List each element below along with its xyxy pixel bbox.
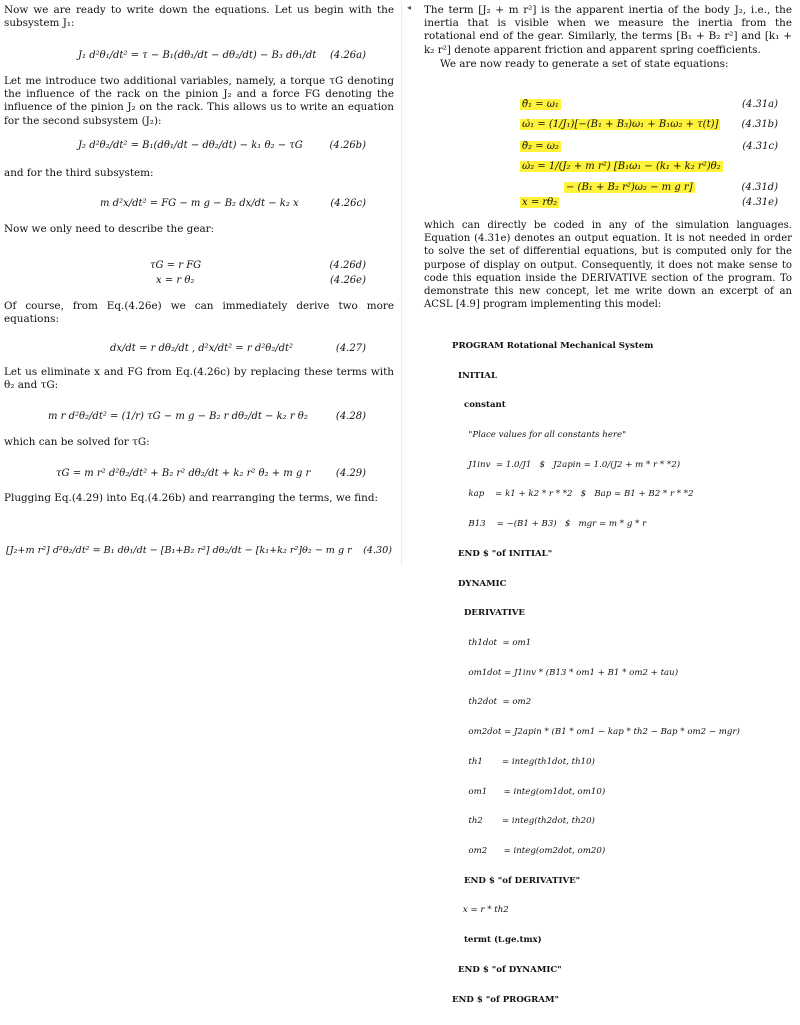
- equation-expression: τG = r FG: [150, 260, 202, 271]
- right-paragraph-1: The term [J₂ + m r²] is the apparent inertia of the body J₂, i.e., the inertia that is visible when we measure the inertia from the rotational end of the gear. Similarly, the terms [B₁ + B₂ r²] and [k₁ + k₂ r²] denote apparent friction and apparent spring coefficients.: [424, 4, 792, 56]
- code-line: x = r * th2: [452, 905, 509, 916]
- equation-4-26e: [0, 275, 398, 289]
- code-line: PROGRAM Rotational Mechanical System: [452, 340, 654, 351]
- equation-number: (4.26c): [330, 198, 366, 209]
- code-line: om2dot = J2apin * (B1 * om1 − kap * th2 − Bap * om2 − mgr): [452, 727, 740, 738]
- code-line: "Place values for all constants here": [452, 429, 627, 440]
- equation-4-27: [0, 343, 398, 357]
- equation-expression: J₁ d²θ₁/dt² = τ − B₁(dθ₁/dt − dθ₂/dt) − B₃ dθ₁/dt: [78, 50, 317, 61]
- equation-4-26c: [0, 198, 398, 212]
- code-line: th1dot = om1: [452, 638, 532, 648]
- highlighted-equation: ω̇₂ = 1/(J₂ + m r²) [B₁ω₁ − (k₁ + k₂ r²)θ₂: [522, 161, 721, 172]
- equation-4-30: [0, 545, 398, 559]
- state-equation-4-31a: [404, 99, 800, 113]
- highlighted-equation: ω̇₁ = (1/J₁)[−(B₁ + B₃)ω₁ + B₁ω₂ + τ(t)]: [522, 119, 719, 130]
- page-gutter: [401, 0, 402, 566]
- code-line: DERIVATIVE: [452, 608, 525, 619]
- state-equation-4-31e: [404, 197, 800, 211]
- code-line: th2dot = om2: [452, 697, 532, 708]
- right-paragraph-2: We are now ready to generate a set of state equations:: [440, 58, 729, 70]
- equation-4-26b: [0, 140, 398, 154]
- state-equation-4-31b: [404, 119, 800, 133]
- code-line: constant: [452, 400, 506, 411]
- equation-expression: τG = m r² d²θ₂/dt² + B₂ r² dθ₂/dt + k₂ r² θ₂ + m g r: [56, 468, 311, 479]
- code-line: om2 = integ(om2dot, om20): [452, 846, 606, 857]
- equation-4-26d: [0, 260, 398, 274]
- equation-expression: [J₂+m r²] d²θ₂/dt² = B₁ dθ₁/dt − [B₁+B₂ r²] dθ₂/dt − [k₁+k₂ r²]θ₂ − m g r: [6, 545, 352, 556]
- right-paragraph-3: which can directly be coded in any of the simulation languages. Equation (4.31e) denotes an output equation. It is not needed in order to solve the set of differential equations, but is computed only for the purpose of display on output. Consequently, it does not make sense to code this equation inside the DERIVATIVE section of the program. To demonstrate this new concept, let me write down an excerpt of an ACSL [4.9] program implementing this model:: [424, 220, 792, 311]
- equation-number: (4.31b): [741, 119, 778, 130]
- equation-number: (4.31c): [742, 141, 778, 152]
- equation-number: (4.26e): [330, 275, 366, 286]
- state-equation-4-31c: [404, 141, 800, 155]
- code-line: th2 = integ(th2dot, th20): [452, 816, 595, 827]
- equation-number: (4.28): [335, 411, 366, 422]
- highlighted-equation: − (B₁ + B₂ r²)ω₂ − m g r]: [566, 182, 693, 193]
- left-paragraph-3: and for the third subsystem:: [4, 167, 154, 179]
- left-paragraph-7: which can be solved for τG:: [4, 436, 150, 448]
- highlighted-equation: x = rθ₂: [522, 197, 558, 208]
- state-equation-4-31d-line-2: [404, 182, 800, 196]
- equation-expression: x = r θ₂: [156, 275, 195, 286]
- code-line: om1dot = J1inv * (B13 * om1 + B1 * om2 + tau): [452, 667, 679, 678]
- code-line: kap = k1 + k2 * r * *2 $ Bap = B1 + B2 * r * *2: [452, 489, 694, 500]
- left-paragraph-6: Let us eliminate x and FG from Eq.(4.26c) by replacing these terms with θ₂ and τG:: [4, 366, 394, 392]
- code-line: END $ "of DYNAMIC": [452, 964, 562, 975]
- equation-number: (4.31d): [741, 182, 778, 193]
- highlighted-equation: θ̇₁ = ω₁: [522, 99, 559, 110]
- equation-number: (4.26a): [329, 50, 366, 61]
- equation-number: (4.31a): [741, 99, 778, 110]
- code-line: om1 = integ(om1dot, om10): [452, 786, 606, 797]
- state-equation-4-31d-line-1: [404, 161, 800, 175]
- equation-4-26a: [0, 50, 398, 64]
- code-line: B13 = −(B1 + B3) $ mgr = m * g * r: [452, 519, 647, 530]
- left-paragraph-2: Let me introduce two additional variables, namely, a torque τG denoting the influence of the rack on the pinion J₂ and a force FG denoting the influence of the pinion J₂ on the rack. This allows us to write an equation for the second subsystem (J₂):: [4, 75, 394, 127]
- left-paragraph-4: Now we only need to describe the gear:: [4, 223, 215, 235]
- equation-number: (4.30): [363, 545, 392, 556]
- equation-expression: m r d²θ₂/dt² = (1/r) τG − m g − B₂ r dθ₂/dt − k₂ r θ₂: [48, 411, 308, 422]
- equation-4-28: [0, 411, 398, 425]
- code-line: th1 = integ(th1dot, th10): [452, 756, 595, 767]
- code-line: J1inv = 1.0/J1 $ J2apin = 1.0/(J2 + m * r * *2): [452, 459, 681, 470]
- code-line: termt (t.ge.tmx): [452, 935, 542, 946]
- highlighted-equation: θ̇₂ = ω₂: [522, 141, 559, 152]
- equation-expression: dx/dt = r dθ₂/dt , d²x/dt² = r d²θ₂/dt²: [110, 343, 294, 354]
- equation-number: (4.26b): [329, 140, 366, 151]
- code-line: END $ "of DERIVATIVE": [452, 875, 581, 886]
- acsl-program-listing: [452, 322, 792, 1025]
- equation-number: (4.31e): [742, 197, 778, 208]
- code-line: END $ "of INITIAL": [452, 548, 553, 559]
- equation-expression: m d²x/dt² = FG − m g − B₂ dx/dt − k₂ x: [100, 198, 299, 209]
- equation-4-29: [0, 468, 398, 482]
- code-line: INITIAL: [452, 370, 498, 381]
- code-line: DYNAMIC: [452, 578, 507, 589]
- equation-number: (4.29): [335, 468, 366, 479]
- left-paragraph-8: Plugging Eq.(4.29) into Eq.(4.26b) and rearranging the terms, we find:: [4, 492, 378, 504]
- equation-number: (4.27): [335, 343, 366, 354]
- left-paragraph-5: Of course, from Eq.(4.26e) we can immediately derive two more equations:: [4, 300, 394, 326]
- left-paragraph-1: Now we are ready to write down the equations. Let us begin with the subsystem J₁:: [4, 4, 394, 30]
- page-marker-icon: ◂: [407, 3, 412, 12]
- equation-expression: J₂ d²θ₂/dt² = B₁(dθ₁/dt − dθ₂/dt) − k₁ θ₂ − τG: [78, 140, 303, 151]
- code-line: END $ "of PROGRAM": [452, 994, 559, 1005]
- equation-number: (4.26d): [329, 260, 366, 271]
